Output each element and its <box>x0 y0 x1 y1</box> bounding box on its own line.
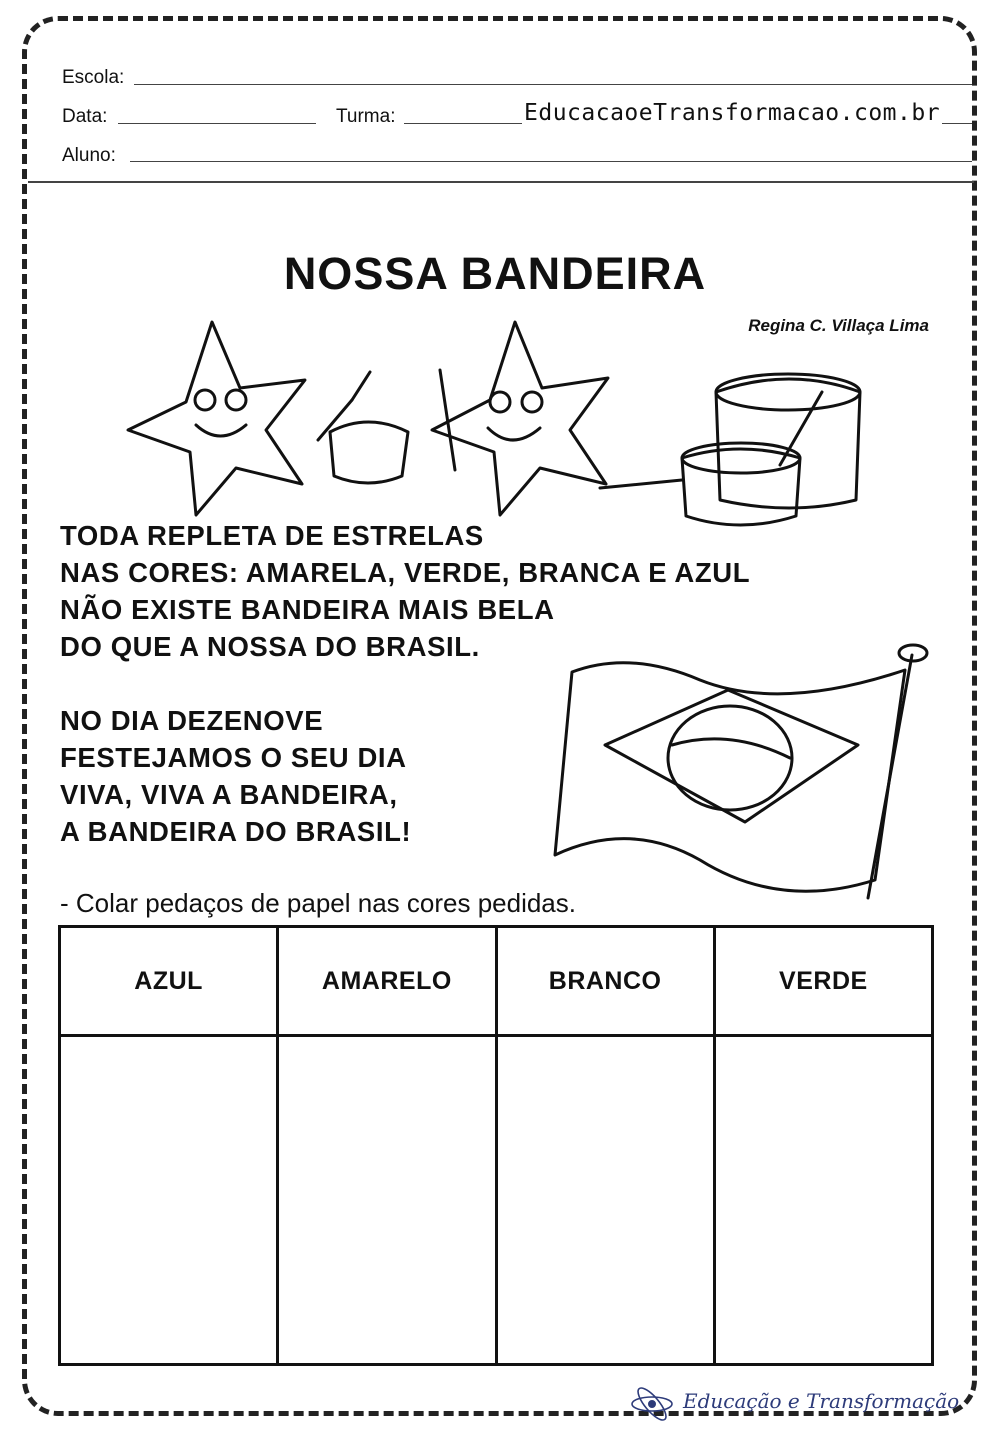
color-table-paste-row <box>60 1036 933 1365</box>
activity-instruction: - Colar pedaços de papel nas cores pedidas. <box>60 888 576 918</box>
header-branco: BRANCO <box>496 927 714 1036</box>
stanza-2-line-4: A BANDEIRA DO BRASIL! <box>60 816 412 847</box>
poem-stanza-2 <box>60 702 411 850</box>
header-verde: VERDE <box>714 927 932 1036</box>
paste-cell-verde[interactable] <box>714 1036 932 1365</box>
paste-cell-azul[interactable] <box>60 1036 278 1365</box>
paste-cell-branco[interactable] <box>496 1036 714 1365</box>
flag-globe <box>668 706 792 810</box>
stanza-2-line-3: VIVA, VIVA A BANDEIRA, <box>60 779 398 810</box>
stanza-2-line-2: FESTEJAMOS O SEU DIA <box>60 742 407 773</box>
color-table <box>58 925 934 1366</box>
brazil-flag <box>555 663 905 892</box>
star-right <box>432 322 608 515</box>
stanza-2-line-1: NO DIA DEZENOVE <box>60 705 324 736</box>
flag-pole <box>868 655 912 898</box>
header-azul: AZUL <box>60 927 278 1036</box>
stanza-1-line-1: TODA REPLETA DE ESTRELAS <box>60 520 484 551</box>
stanza-1-line-4: DO QUE A NOSSA DO BRASIL. <box>60 631 480 662</box>
student-label: Aluno: <box>62 145 116 166</box>
header-amarelo: AMARELO <box>278 927 496 1036</box>
stanza-1-line-3: NÃO EXISTE BANDEIRA MAIS BELA <box>60 594 555 625</box>
flag-diamond <box>605 690 858 822</box>
stanza-1-line-2: NAS CORES: AMARELA, VERDE, BRANCA E AZUL <box>60 557 751 588</box>
star-left-smile <box>196 425 246 436</box>
star-left-eye-2 <box>226 390 246 410</box>
paste-cell-amarelo[interactable] <box>278 1036 496 1365</box>
class-label: Turma: <box>336 106 396 127</box>
atom-icon <box>628 1386 676 1422</box>
footer-brand: Educação e Transformação <box>683 1389 960 1413</box>
color-table-header <box>60 927 933 1036</box>
website-watermark: EducacaoeTransformacao.com.br <box>524 100 941 126</box>
star-left <box>128 322 305 515</box>
date-label: Data: <box>62 106 108 127</box>
star-left-eye-1 <box>195 390 215 410</box>
star-right-smile <box>488 428 540 440</box>
school-label: Escola: <box>62 67 125 88</box>
star-right-eye-2 <box>522 392 542 412</box>
poem-stanza-1 <box>60 517 750 665</box>
page-title: NOSSA BANDEIRA <box>283 248 707 299</box>
author-credit: Regina C. Villaça Lima <box>748 316 929 335</box>
paint-pot-left <box>330 422 408 483</box>
star-right-eye-1 <box>490 392 510 412</box>
